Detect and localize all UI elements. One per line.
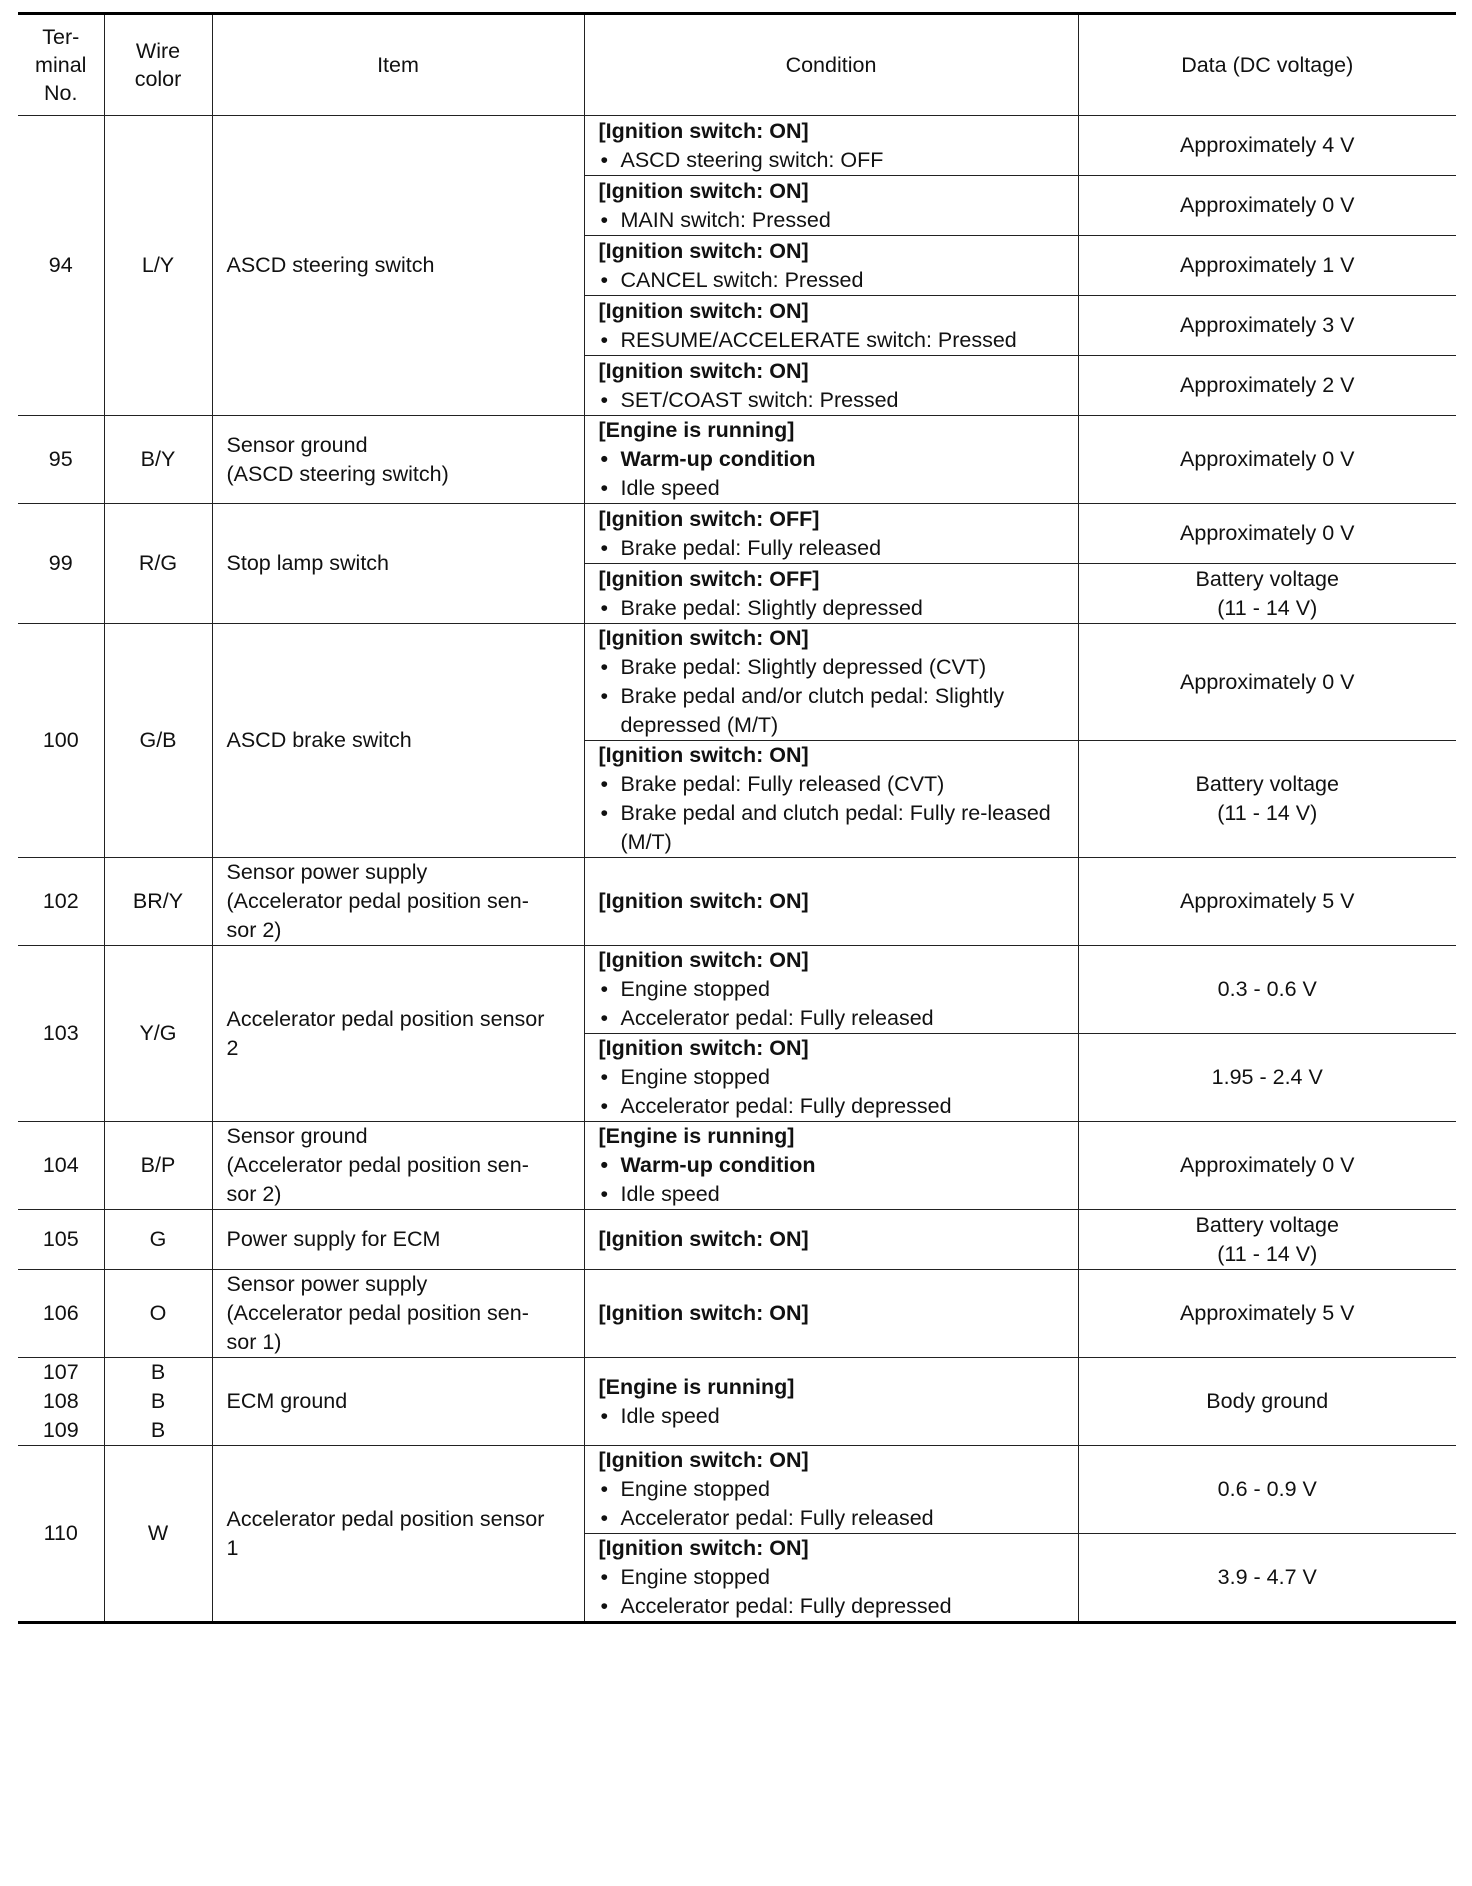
- condition-heading: [Ignition switch: ON]: [598, 1227, 809, 1251]
- wire-color: BR/Y: [104, 858, 212, 946]
- condition-heading: [Engine is running]: [598, 418, 795, 442]
- condition-heading: [Ignition switch: ON]: [598, 889, 809, 913]
- condition-cell: [584, 116, 1078, 176]
- condition-heading: [Ignition switch: OFF]: [598, 566, 820, 591]
- voltage-data: 1.95 - 2.4 V: [1078, 1034, 1456, 1122]
- condition-heading: [Ignition switch: ON]: [598, 1036, 809, 1060]
- condition-bullet: • ASCD steering switch: OFF: [599, 146, 1064, 175]
- condition-cell: [584, 1034, 1078, 1122]
- terminal-data-table: [18, 12, 1456, 1624]
- terminal-number: 99: [18, 504, 104, 624]
- terminal-number: 107 108 109: [18, 1358, 104, 1446]
- condition-bullet: • Idle speed: [599, 1402, 1064, 1431]
- voltage-data: Battery voltage (11 - 14 V): [1078, 1210, 1456, 1270]
- condition-cell: [584, 624, 1078, 741]
- voltage-data: Approximately 3 V: [1078, 296, 1456, 356]
- condition-cell: [584, 1534, 1078, 1623]
- condition-cell: [584, 1270, 1078, 1358]
- header-data: Data (DC voltage): [1078, 14, 1456, 116]
- condition-bullet: • Engine stopped: [599, 1563, 1064, 1592]
- condition-heading: [Ignition switch: ON]: [598, 178, 809, 203]
- condition-cell: [584, 176, 1078, 236]
- table-row: [18, 858, 1456, 946]
- condition-heading: [Ignition switch: ON]: [598, 118, 809, 143]
- terminal-number: 104: [18, 1122, 104, 1210]
- table-row: [18, 1210, 1456, 1270]
- condition-heading: [Engine is running]: [598, 1124, 795, 1148]
- item-description: ASCD steering switch: [212, 116, 584, 416]
- condition-bullet: • Brake pedal and/or clutch pedal: Slightly depressed (M/T): [599, 682, 1064, 740]
- terminal-number: 95: [18, 416, 104, 504]
- condition-bullet: • Engine stopped: [599, 1475, 1064, 1504]
- header-wire-color: Wire color: [104, 14, 212, 116]
- condition-bullet: • Brake pedal: Slightly depressed: [599, 594, 1064, 623]
- condition-bullet: • Idle speed: [599, 474, 1064, 503]
- condition-bullet: • Brake pedal: Fully released (CVT): [599, 770, 1064, 799]
- wire-color: L/Y: [104, 116, 212, 416]
- condition-bullet: • CANCEL switch: Pressed: [599, 266, 1064, 295]
- terminal-number: 106: [18, 1270, 104, 1358]
- wire-color: W: [104, 1446, 212, 1623]
- condition-bullet: • Warm-up condition: [599, 1151, 1064, 1180]
- table-row: [18, 946, 1456, 1034]
- condition-cell: [584, 416, 1078, 504]
- terminal-number: 110: [18, 1446, 104, 1623]
- voltage-data: Approximately 5 V: [1078, 858, 1456, 946]
- condition-cell: [584, 741, 1078, 858]
- voltage-data: Approximately 1 V: [1078, 236, 1456, 296]
- table-row: [18, 1270, 1456, 1358]
- voltage-data: 0.3 - 0.6 V: [1078, 946, 1456, 1034]
- terminal-number: 105: [18, 1210, 104, 1270]
- terminal-number: 103: [18, 946, 104, 1122]
- item-description: ASCD brake switch: [212, 624, 584, 858]
- wire-color: B/Y: [104, 416, 212, 504]
- condition-heading: [Ignition switch: ON]: [598, 743, 809, 767]
- condition-bullet: • SET/COAST switch: Pressed: [599, 386, 1064, 415]
- item-description: Sensor ground (Accelerator pedal position sen- sor 2): [212, 1122, 584, 1210]
- wire-color: R/G: [104, 504, 212, 624]
- condition-cell: [584, 504, 1078, 564]
- condition-heading: [Ignition switch: ON]: [598, 238, 809, 263]
- voltage-data: Approximately 0 V: [1078, 176, 1456, 236]
- header-item: Item: [212, 14, 584, 116]
- condition-cell: [584, 564, 1078, 624]
- condition-heading: [Ignition switch: ON]: [598, 358, 809, 383]
- voltage-data: 0.6 - 0.9 V: [1078, 1446, 1456, 1534]
- condition-cell: [584, 858, 1078, 946]
- table-row: [18, 1446, 1456, 1534]
- terminal-number: 102: [18, 858, 104, 946]
- wire-color: G: [104, 1210, 212, 1270]
- voltage-data: Approximately 2 V: [1078, 356, 1456, 416]
- ecm-terminal-table-page: [18, 12, 1456, 1624]
- condition-bullet: • Brake pedal: Slightly depressed (CVT): [599, 653, 1064, 682]
- terminal-number: 100: [18, 624, 104, 858]
- voltage-data: Approximately 5 V: [1078, 1270, 1456, 1358]
- table-row: [18, 416, 1456, 504]
- header-terminal-no: Ter- minal No.: [18, 14, 104, 116]
- table-row: [18, 1358, 1456, 1446]
- condition-bullet: • Brake pedal and clutch pedal: Fully re-leased (M/T): [599, 799, 1064, 857]
- condition-bullet: • Brake pedal: Fully released: [599, 534, 1064, 563]
- voltage-data: Battery voltage (11 - 14 V): [1078, 564, 1456, 624]
- table-row: [18, 1122, 1456, 1210]
- condition-cell: [584, 946, 1078, 1034]
- condition-heading: [Ignition switch: OFF]: [598, 506, 820, 531]
- condition-heading: [Ignition switch: ON]: [598, 1301, 809, 1325]
- condition-heading: [Ignition switch: ON]: [598, 1448, 809, 1472]
- condition-bullet: • Accelerator pedal: Fully depressed: [599, 1092, 1064, 1121]
- condition-cell: [584, 1358, 1078, 1446]
- item-description: Sensor power supply (Accelerator pedal position sen- sor 1): [212, 1270, 584, 1358]
- condition-bullet: • MAIN switch: Pressed: [599, 206, 1064, 235]
- item-description: Power supply for ECM: [212, 1210, 584, 1270]
- voltage-data: Battery voltage (11 - 14 V): [1078, 741, 1456, 858]
- item-description: Accelerator pedal position sensor 1: [212, 1446, 584, 1623]
- voltage-data: Approximately 0 V: [1078, 1122, 1456, 1210]
- item-description: Sensor power supply (Accelerator pedal position sen- sor 2): [212, 858, 584, 946]
- voltage-data: Approximately 0 V: [1078, 504, 1456, 564]
- condition-cell: [584, 1446, 1078, 1534]
- condition-cell: [584, 356, 1078, 416]
- wire-color: B/P: [104, 1122, 212, 1210]
- voltage-data: Body ground: [1078, 1358, 1456, 1446]
- table-header-row: [18, 14, 1456, 116]
- wire-color: G/B: [104, 624, 212, 858]
- condition-cell: [584, 296, 1078, 356]
- terminal-number: 94: [18, 116, 104, 416]
- condition-bullet: • Warm-up condition: [599, 445, 1064, 474]
- item-description: Accelerator pedal position sensor 2: [212, 946, 584, 1122]
- condition-cell: [584, 1122, 1078, 1210]
- table-row: [18, 116, 1456, 176]
- condition-heading: [Ignition switch: ON]: [598, 948, 809, 972]
- condition-heading: [Ignition switch: ON]: [598, 298, 809, 323]
- wire-color: O: [104, 1270, 212, 1358]
- condition-bullet: • RESUME/ACCELERATE switch: Pressed: [599, 326, 1064, 355]
- condition-cell: [584, 236, 1078, 296]
- voltage-data: 3.9 - 4.7 V: [1078, 1534, 1456, 1623]
- voltage-data: Approximately 0 V: [1078, 416, 1456, 504]
- condition-bullet: • Accelerator pedal: Fully released: [599, 1004, 1064, 1033]
- condition-heading: [Ignition switch: ON]: [598, 626, 809, 650]
- item-description: Stop lamp switch: [212, 504, 584, 624]
- header-condition: Condition: [584, 14, 1078, 116]
- voltage-data: Approximately 4 V: [1078, 116, 1456, 176]
- table-row: [18, 504, 1456, 564]
- item-description: Sensor ground (ASCD steering switch): [212, 416, 584, 504]
- condition-bullet: • Engine stopped: [599, 975, 1064, 1004]
- condition-heading: [Engine is running]: [598, 1374, 795, 1399]
- item-description: ECM ground: [212, 1358, 584, 1446]
- condition-cell: [584, 1210, 1078, 1270]
- condition-bullet: • Idle speed: [599, 1180, 1064, 1209]
- wire-color: Y/G: [104, 946, 212, 1122]
- condition-bullet: • Accelerator pedal: Fully depressed: [599, 1592, 1064, 1621]
- voltage-data: Approximately 0 V: [1078, 624, 1456, 741]
- condition-bullet: • Accelerator pedal: Fully released: [599, 1504, 1064, 1533]
- wire-color: B B B: [104, 1358, 212, 1446]
- table-row: [18, 624, 1456, 741]
- table-body: [18, 116, 1456, 1623]
- condition-bullet: • Engine stopped: [599, 1063, 1064, 1092]
- condition-heading: [Ignition switch: ON]: [598, 1536, 809, 1560]
